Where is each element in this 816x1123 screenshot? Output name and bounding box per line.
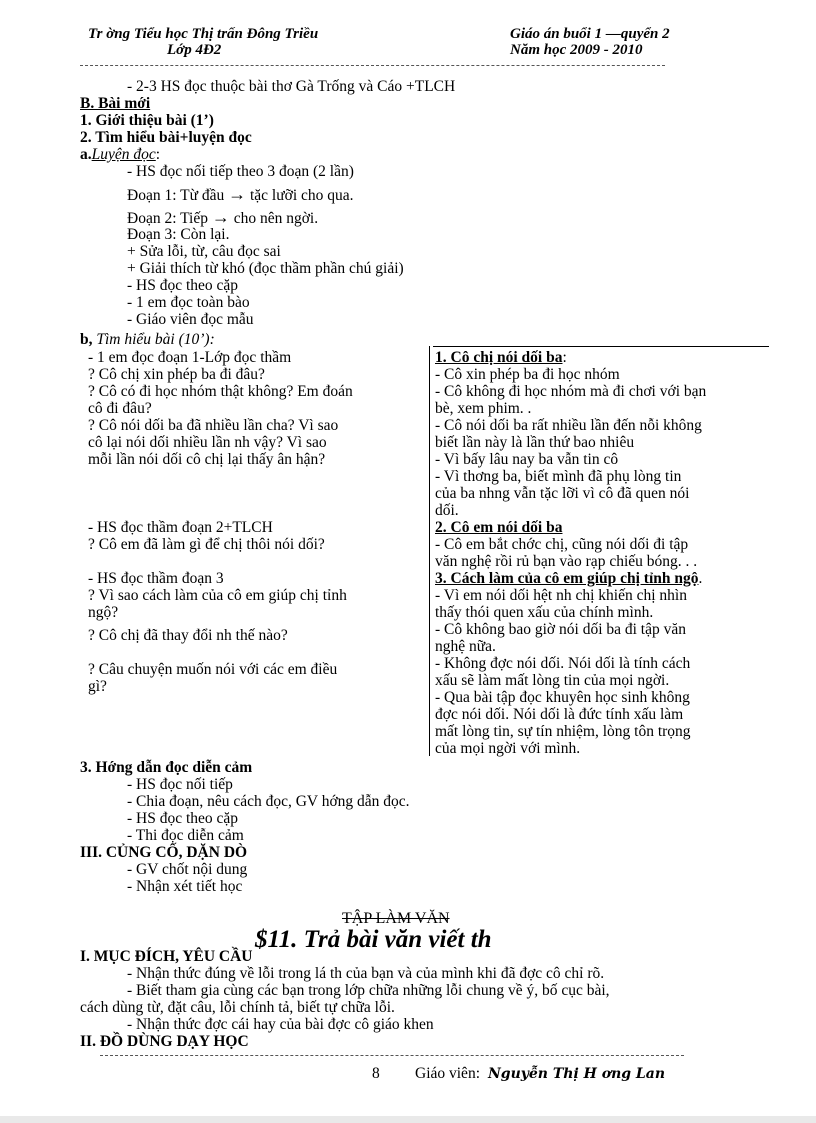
list-item: - Chia đoạn, nêu cách đọc, GV hớng dẫn đọc. (127, 793, 410, 810)
list-item: - GV chốt nội dung (127, 861, 248, 878)
list-item: - HS đọc theo cặp (127, 810, 239, 827)
left-line: ? Vì sao cách làm của cô em giúp chị tỉnh (88, 587, 347, 604)
left-line (88, 644, 353, 661)
arrow-icon: → (228, 184, 247, 204)
list-item: - Nhận xét tiết học (127, 878, 243, 895)
right-line: nghệ nữa. (435, 638, 496, 655)
right-column (435, 349, 706, 757)
list-item: - Biết tham gia cùng các bạn trong lớp chữa những lỗi chung về ý, bố cục bài, (127, 982, 610, 999)
left-line: mỗi lần nói dối cô chị lại thấy ân hận? (88, 451, 326, 468)
reading-item (127, 209, 318, 227)
reading-item: + Sửa lỗi, từ, câu đọc sai (127, 243, 281, 260)
subsection-a-colon: : (155, 146, 161, 163)
subsection-a-title: Luyện đọc (91, 146, 156, 163)
answer-heading-1-text: 1. Cô chị nói dối ba (435, 349, 563, 366)
right-line: - Cô xin phép ba đi học nhóm (435, 366, 620, 383)
right-line: biết lần này là lần thứ bao nhiêu (435, 434, 635, 451)
left-line: ? Cô có đi học nhóm thật không? Em đoán (88, 383, 353, 400)
lesson-title: $11. Trả bài văn viết th (255, 926, 492, 953)
left-line (88, 553, 353, 570)
left-line: ? Câu chuyện muốn nói với các em điều (88, 661, 338, 678)
reading-item: + Giải thích từ khó (đọc thầm phần chú giải) (127, 260, 404, 277)
right-line: - Cô không bao giờ nói dối ba đi tập văn (435, 621, 686, 638)
reading-item-text: Đoạn 2: Tiếp (127, 210, 208, 227)
reading-item-text: Đoạn 1: Từ đầu (127, 187, 225, 204)
left-line: - HS đọc thầm đoạn 2+TLCH (88, 519, 273, 536)
section-b-heading: B. Bài mới (80, 95, 151, 112)
intro-line: - 2-3 HS đọc thuộc bài thơ Gà Trống và Cáo +TLCH (127, 78, 456, 95)
left-line: gì? (88, 678, 107, 695)
footer-divider (100, 1055, 684, 1056)
section-2-heading: 2. Tìm hiểu bài+luyện đọc (80, 129, 252, 146)
header-class: Lớp 4Đ2 (167, 42, 222, 58)
right-line: mất lòng tin, sự tín nhiệm, lòng tôn trọng (435, 723, 691, 740)
right-line: - Cô không đi học nhóm mà đi chơi với bạn (435, 383, 707, 400)
teacher-label: Giáo viên: (415, 1065, 480, 1082)
left-line: ? Cô em đã làm gì để chị thôi nói dối? (88, 536, 325, 553)
left-line (88, 485, 353, 502)
answer-heading-3-text: 3. Cách làm của cô em giúp chị tỉnh ngộ (435, 570, 699, 587)
left-line: ? Cô chị đã thay đổi nh thế nào? (88, 627, 288, 644)
right-line: - Cô nói dối ba rất nhiều lần đến nỗi không (435, 417, 702, 434)
right-line: bè, xem phim. . (435, 400, 532, 417)
answer-heading-1-colon: : (562, 349, 567, 366)
subsection-b-title: Tìm hiểu bài (10’): (96, 331, 215, 348)
left-line: ? Cô chị xin phép ba đi đâu? (88, 366, 265, 383)
right-line: xấu sẽ làm mất lòng tin của mọi ngời. (435, 672, 670, 689)
subsection-b-label: b, (80, 331, 93, 348)
header-plan: Giáo án buổi 1 —quyển 2 (510, 26, 670, 42)
section-ii-heading: II. ĐỒ DÙNG DẠY HỌC (80, 1033, 249, 1050)
right-line: - Không đợc nói dối. Nói dối là tính cách (435, 655, 691, 672)
section-3-heading: 3. Hớng dẫn đọc diễn cảm (80, 759, 253, 776)
reading-item: Đoạn 3: Còn lại. (127, 226, 230, 243)
left-line: ngộ? (88, 604, 119, 621)
right-line: - Qua bài tập đọc khuyên học sinh không (435, 689, 690, 706)
list-item: - Nhận thức đợc cái hay của bài đợc cô giáo khen (127, 1016, 434, 1033)
header-divider (80, 65, 665, 66)
table-top-border (433, 346, 769, 347)
right-line: - Vì thơng ba, biết mình đã phụ lòng tin (435, 468, 682, 485)
list-item: - HS đọc nối tiếp (127, 776, 233, 793)
answer-heading-3 (435, 570, 706, 587)
right-line: - Vì bấy lâu nay ba vẫn tin cô (435, 451, 619, 468)
header-year: Năm học 2009 - 2010 (510, 42, 643, 58)
subsection-a-label: a. (80, 146, 92, 163)
page-bottom-edge (0, 1116, 816, 1123)
section-1-heading: 1. Giới thiệu bài (1’) (80, 112, 214, 129)
reading-item: - Giáo viên đọc mẫu (127, 311, 254, 328)
right-line: dối. (435, 502, 459, 519)
lesson-subject-label: TẬP LÀM VĂN (342, 910, 450, 927)
reading-item-text: tặc lưỡi cho qua. (249, 187, 354, 204)
section-iii-heading: III. CỦNG CỐ, DẶN DÒ (80, 844, 248, 861)
reading-item-text: cho nên ngời. (233, 210, 319, 227)
answer-heading-3-dot: . (698, 570, 703, 587)
left-line: - 1 em đọc đoạn 1-Lớp đọc thầm (88, 349, 292, 366)
right-line: văn nghệ rồi rủ bạn vào rạp chiếu bóng. . . (435, 553, 698, 570)
answer-heading-1 (435, 349, 706, 366)
subsection-a-heading (80, 146, 160, 163)
reading-item: - HS đọc theo cặp (127, 277, 239, 294)
right-line: - Cô em bắt chớc chị, cũng nói dối đi tập (435, 536, 689, 553)
left-line (88, 468, 353, 485)
page-number: 8 (372, 1065, 380, 1082)
subsection-b-heading (80, 331, 215, 348)
reading-item: - 1 em đọc toàn bào (127, 294, 250, 311)
left-line: cô lại nói dối nhiều lần nh vậy? Vì sao (88, 434, 327, 451)
header-school: Tr ờng Tiểu học Thị trấn Đông Triều (88, 26, 319, 42)
table-column-divider (429, 346, 430, 756)
right-line: của mọi ngời với mình. (435, 740, 581, 757)
list-item: - Nhận thức đúng về lỗi trong lá th của bạn và của mình khi đã đợc cô chỉ rõ. (127, 965, 605, 982)
arrow-icon: → (211, 207, 230, 227)
right-line: của ba nhng vẫn tặc lỡi vì cô đã quen nói (435, 485, 690, 502)
left-line (88, 502, 353, 519)
left-line: - HS đọc thầm đoạn 3 (88, 570, 224, 587)
answer-heading-2: 2. Cô em nói dối ba (435, 519, 563, 536)
reading-item (127, 186, 354, 204)
teacher-name: Nguyễn Thị H ơng Lan (488, 1066, 666, 1082)
left-line: ? Cô nói dối ba đã nhiều lần cha? Vì sao (88, 417, 339, 434)
right-line: đợc nói dối. Nói dối là đức tính xấu làm (435, 706, 684, 723)
reading-item: - HS đọc nối tiếp theo 3 đoạn (2 lần) (127, 163, 354, 180)
list-item: - Thi đọc diễn cảm (127, 827, 244, 844)
section-i-heading: I. MỤC ĐÍCH, YÊU CẦU (80, 948, 253, 965)
left-line: cô đi đâu? (88, 400, 152, 417)
right-line: - Vì em nói dối hệt nh chị khiến chị nhìn (435, 587, 687, 604)
list-item: cách dùng từ, đặt câu, lỗi chính tả, biết tự chữa lỗi. (80, 999, 395, 1016)
right-line: thấy thói quen xấu của chính mình. (435, 604, 654, 621)
left-column (88, 349, 353, 695)
